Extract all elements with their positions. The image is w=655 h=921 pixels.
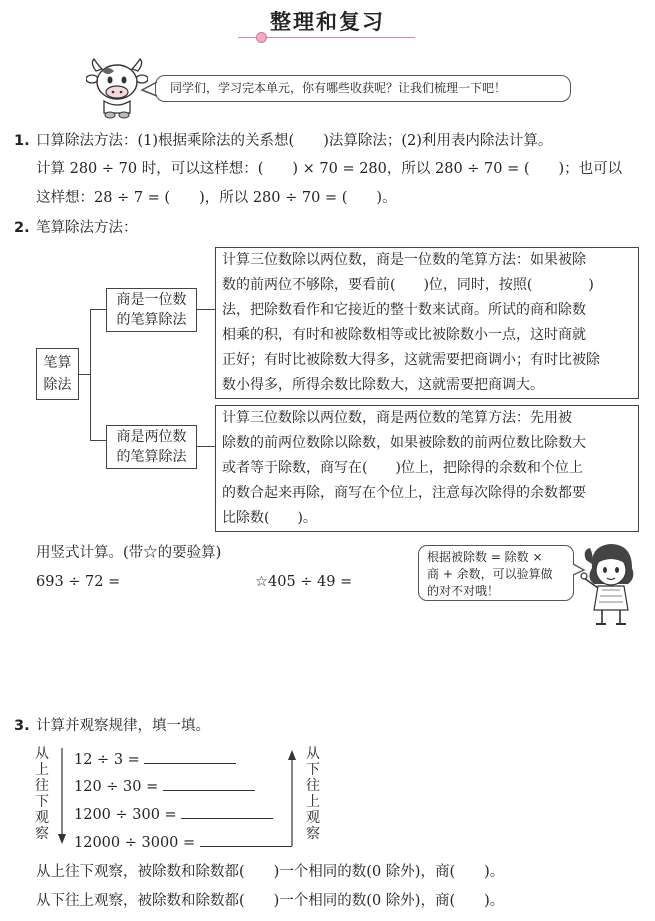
pattern-row-2: 120 ÷ 30 = — [74, 776, 255, 797]
connector-trunk — [90, 309, 91, 440]
connector-branch-1 — [90, 309, 106, 310]
calc-problem-1: 693 ÷ 72 = — [36, 574, 121, 590]
answer-blank[interactable] — [144, 749, 236, 764]
branch2-line-2: 的笔算除法 — [116, 449, 187, 465]
tip-line: 商 + 余数，可以验算做 — [427, 567, 553, 581]
branch1-line-2: 的笔算除法 — [116, 312, 187, 328]
q2-number: 2. — [14, 220, 30, 236]
box1-line: 计算三位数除以两位数，商是一位数的笔算方法：如果被除 — [222, 252, 586, 268]
connector-branch-1-box — [197, 309, 215, 310]
branch-box-one-digit-quotient — [106, 288, 197, 332]
branch2-line-1: 商是两位数 — [116, 429, 187, 445]
q3-heading: 计算并观察规律，填一填。 — [36, 718, 210, 734]
box2-line: 比除数( )。 — [222, 510, 317, 526]
box2-line: 计算三位数除以两位数，商是两位数的笔算方法：先用被 — [222, 410, 572, 426]
box1-line: 法，把除数看作和它接近的整十数来试商。所试的商和除数 — [222, 302, 586, 318]
root-label-line-2: 除法 — [43, 377, 72, 393]
box2-line: 的数合起来再除，商写在个位上，注意每次除得的余数都要 — [222, 485, 586, 501]
intro-speech-bubble: 同学们，学习完本单元，你有哪些收获呢？让我们梳理一下吧！ — [155, 75, 571, 102]
girl-mascot-icon — [580, 540, 642, 628]
pattern-row-4: 12000 ÷ 3000 = — [74, 832, 292, 853]
connector-root — [79, 374, 90, 375]
connector-branch-2-box — [197, 446, 215, 447]
box1-line: 数小得多，所得余数比除数大，这就需要把商调大。 — [222, 377, 544, 393]
observation-2: 从下往上观察，被除数和除数都( )一个相同的数(0 除外)，商( )。 — [36, 893, 505, 909]
box2-line: 除数的前两位数除以除数，如果被除数的前两位数比除数大 — [222, 435, 586, 451]
up-arrow-icon — [287, 748, 297, 848]
root-label-line-1: 笔算 — [43, 355, 72, 371]
tip-speech-bubble — [418, 545, 574, 601]
box1-line: 数的前两位不够除，要看前( )位，同时，按照( ) — [222, 277, 594, 293]
calc-problem-2: ☆405 ÷ 49 = — [255, 574, 353, 590]
branch1-line-1: 商是一位数 — [116, 292, 187, 308]
answer-blank[interactable] — [163, 776, 255, 791]
tip-line: 根据被除数 = 除数 × — [427, 550, 543, 564]
q1-number: 1. — [14, 133, 30, 149]
connector-branch-2 — [90, 440, 106, 441]
down-arrow-icon — [57, 746, 67, 846]
box2-line: 或者等于除数，商写在( )位上，把除得的余数和个位上 — [222, 460, 583, 476]
root-box-written-division — [36, 348, 79, 400]
pattern-row-3: 1200 ÷ 300 = — [74, 804, 273, 825]
up-observe-label: 从 下 往 上 观 察 — [306, 746, 320, 842]
title-dot-ornament — [256, 32, 267, 43]
q1-line-1: 口算除法方法：(1)根据乘除法的关系想( )法算除法；(2)利用表内除法计算。 — [36, 133, 553, 149]
q2-heading: 笔算除法方法： — [36, 220, 138, 236]
page-title: 整理和复习 — [270, 10, 385, 34]
pattern-row-1: 12 ÷ 3 = — [74, 749, 236, 770]
box1-line: 相乘的积，有时和被除数相等或比被除数小一点，这时商就 — [222, 327, 586, 343]
box1-line: 正好；有时比被除数大得多，这就需要把商调小；有时比被除 — [222, 352, 600, 368]
q1-line-3: 这样想：28 ÷ 7 = ( )，所以 280 ÷ 70 = ( )。 — [36, 190, 397, 206]
method-box-one-digit — [215, 247, 639, 399]
branch-box-two-digit-quotient — [106, 425, 197, 469]
answer-blank[interactable] — [181, 804, 273, 819]
answer-blank[interactable] — [200, 832, 292, 847]
tip-line: 的对不对哦！ — [427, 584, 500, 598]
vertical-calc-heading: 用竖式计算。(带☆的要验算) — [36, 545, 222, 561]
observation-1: 从上往下观察，被除数和除数都( )一个相同的数(0 除外)，商( )。 — [36, 864, 505, 880]
method-box-two-digit — [215, 405, 639, 532]
q1-line-2: 计算 280 ÷ 70 时，可以这样想：( ) × 70 = 280，所以 280 ÷ 70 = ( )；也可以 — [36, 161, 623, 177]
q3-number: 3. — [14, 718, 30, 734]
cow-mascot-icon — [86, 57, 148, 119]
down-observe-label: 从 上 往 下 观 察 — [35, 746, 49, 842]
